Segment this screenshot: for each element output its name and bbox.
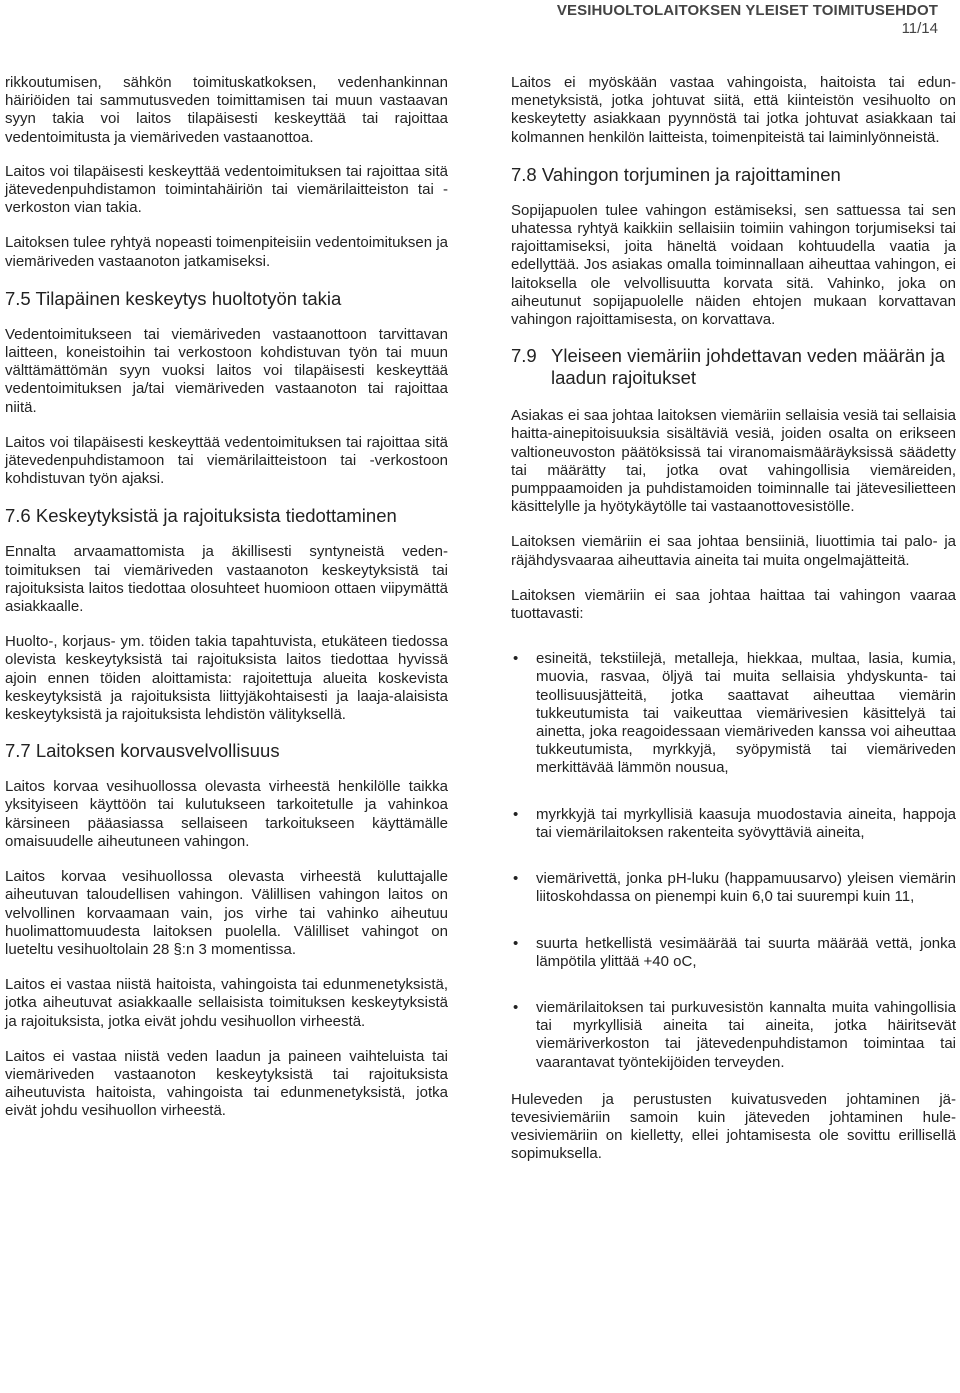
section-heading-7-7: 7.7 Laitoksen korvausvelvollisuus: [5, 740, 280, 762]
bullet-list: [511, 650, 956, 1071]
list-item: [511, 999, 956, 1072]
list-item-text: esineitä, tekstiilejä, metalleja, hiekkaa, multaa, lasia, kumia, muovia, rasvaa, öljyä tai muita sellaisia yhdyskunta- tai teollisuusjätteitä, jotka saattavat aiheuttaa viemärin tukkeutumista tai vaikeuttaa viemärivesien käsittelyä tai ainetta, joka reagoidessaan viemäriveden kanssa voi aiheuttaa tukkeutumista, myrkkyjä, syöpymistä tai viemäriveden merkittävää lämmön nousua,: [536, 650, 956, 777]
paragraph: Huolto-, korjaus- ym. töiden takia tapahtuvista, etukäteen tiedossa olevista keskeytyksistä tai rajoituksista laitos tiedottaa hyvissä ajoin ennen töiden aloittamista: rajoitettuja alueita koskevista keskeytyksistä ja rajoituksista liittyjäkohtaisesti ja laaja-alaisista keskeytyksistä ja rajoituksista lehdistön välityksellä.: [5, 633, 448, 724]
section-heading-7-9: [511, 345, 956, 389]
section-number: 7.9: [511, 345, 537, 367]
paragraph: Huleveden ja perustusten kuivatusveden johtaminen jätevesiviemäriin samoin kuin jäteveden johtaminen hulevesiviemäriin on kielletty, ellei johtamisesta ole sovittu erillisellä sopimuksella.: [511, 1090, 956, 1163]
bullet-icon: •: [513, 805, 519, 823]
bullet-icon: •: [513, 650, 519, 668]
list-item: [511, 650, 956, 777]
paragraph: Asiakas ei saa johtaa laitoksen viemäriin sellaisia vesiä tai sellaisia haitta-ainepitoisuuksia sisältäviä vesiä, joiden osalta on erikseen valtioneuvoston päätöksissä tai viranomaismääräyksissä säädetty tai määrätty tai, jotka ovat vahingollisia viemäreiden, pumppaamoiden ja puhdistamoiden toiminnalle tai jätevesilietteen käsittelylle ja hyötykäytölle tai vastaanottovesistölle.: [511, 407, 956, 516]
list-item-text: suurta hetkellistä vesimäärää tai suurta määrää vettä, jonka lämpötila ylittää +40 oC,: [536, 934, 956, 970]
paragraph: Laitos ei myöskään vastaa vahingoista, haitoista tai edunmenetyksistä, jotka johtuvat siitä, että kiinteistön vesihuolto on keskeytetty asiakkaan pyynnöstä tai jotka johtuvat asiakkaan tai kolmannen henkilön laitteista, toimenpiteistä tai laiminlyönneistä.: [511, 74, 956, 146]
paragraph: Sopijapuolen tulee vahingon estämiseksi, sen sattuessa tai sen uhatessa ryhtyä kaikkiin sellaisiin toimiin vahingon torjumiseksi tai rajoittamiseksi, joita häneltä voidaan kohtuudella vaatia ja edellyttää. Jos asiakas omalla toiminnallaan aiheuttaa vahingon, ei laitoksella ole velvollisuutta korvata sitä. Vahinko, joka on aiheutunut sopijapuolelle näiden ehtojen mukaan korvattavan vahingon rajoittamisesta, on korvattava.: [511, 201, 956, 329]
paragraph: Ennalta arvaamattomista ja äkillisesti syntyneistä vedentoimituksen tai viemäriveden vastaanoton keskeytyksistä tai rajoituksista laitos tiedottaa olosuhteet huomioon ottaen viipymättä asiakkaalle.: [5, 543, 448, 616]
running-header-title: VESIHUOLTOLAITOKSEN YLEISET TOIMITUSEHDOT: [556, 2, 938, 19]
paragraph: Laitos voi tilapäisesti keskeyttää vedentoimituksen tai rajoittaa sitä jätevedenpuhdistamon toimintahäiriön tai viemärilaitteiston tai -verkoston vian takia.: [5, 162, 448, 217]
paragraph: Laitoksen viemäriin ei saa johtaa haittaa tai vahingon vaaraa tuottavasti:: [511, 586, 956, 623]
section-heading-7-8: 7.8 Vahingon torjuminen ja rajoittaminen: [511, 163, 841, 185]
list-item-text: viemärilaitoksen tai purkuvesistön kannalta muita vahingollisia tai myrkyllisiä aineita tai aineita, jotka häiritsevät viemäriverkoston tai jätevedenpuhdistamon toimintaa tai vaarantavat työntekijöiden terveyden.: [536, 998, 956, 1071]
paragraph: Laitos ei vastaa niistä haitoista, vahingoista tai edunmenetyksistä, jotka aiheutuvat asiakkaalle sellaisista toimituksen keskeytyksistä ja rajoituksista, jotka eivät johdu vesihuollon virheestä.: [5, 976, 448, 1030]
paragraph: Vedentoimitukseen tai viemäriveden vastaanottoon tarvittavan laitteen, koneistoihin tai verkostoon kohdistuvan työn tai muun välttämättömän syyn vuoksi laitos voi tilapäisesti keskeyttää vedentoimituksen ja/tai viemäriveden vastaanoton tai rajoittaa niitä.: [5, 325, 448, 416]
paragraph: Laitos korvaa vesihuollossa olevasta virheestä henkilölle taikka yksityiseen käyttöön tai kulutukseen tarkoitetulle ja vahinkoa kärsineen pääasiassa sellaiseen tarkoitukseen käyttämälle omaisuudelle aiheutuneen vahingon.: [5, 778, 448, 850]
bullet-icon: •: [513, 934, 519, 952]
section-heading-7-6: 7.6 Keskeytyksistä ja rajoituksista tiedottaminen: [5, 505, 397, 527]
section-heading-7-5: 7.5 Tilapäinen keskeytys huoltotyön takia: [5, 287, 342, 309]
list-item-text: myrkkyjä tai myrkyllisiä kaasuja muodostavia aineita, happoja tai viemärilaitoksen rakenteita syövyttäviä aineita,: [536, 805, 956, 841]
paragraph: Laitoksen tulee ryhtyä nopeasti toimenpiteisiin vedentoimituksen ja viemäriveden vastaanoton jatkamiseksi.: [5, 234, 448, 270]
list-item: [511, 806, 956, 842]
page-number: 11/14: [901, 20, 938, 37]
list-item-text: viemärivettä, jonka pH-luku (happamuusarvo) yleisen viemärin liitoskohdassa on pienempi kuin 6,0 tai suurempi kuin 11,: [536, 870, 956, 906]
paragraph: Laitos voi tilapäisesti keskeyttää vedentoimituksen tai rajoittaa sitä jätevedenpuhdistamoon tai viemärilaitteistoon tai -verkostoon kohdistuvan työn ajaksi.: [5, 433, 448, 488]
section-title: Yleiseen viemäriin johdettavan veden määrän ja laadun rajoitukset: [551, 345, 945, 389]
bullet-icon: •: [513, 870, 519, 888]
paragraph: rikkoutumisen, sähkön toimituskatkoksen, vedenhankinnan häiriöiden tai sammutusveden toimittamisen tai muun vastaavan syyn takia voi laitos tilapäisesti keskeyttää tai rajoittaa vedentoimitusta ja viemäriveden vastaanottoa.: [5, 74, 448, 146]
list-item: [511, 935, 956, 971]
right-column: [511, 74, 956, 1164]
list-item: [511, 870, 956, 906]
paragraph: Laitoksen viemäriin ei saa johtaa bensiiniä, liuottimia tai palo- ja räjähdysvaaraa aiheuttavia aineita tai muita ongelmajätteitä.: [511, 533, 956, 569]
left-column: [5, 74, 448, 1121]
bullet-icon: •: [513, 998, 519, 1016]
paragraph: Laitos korvaa vesihuollossa olevasta virheestä kuluttajalle aiheutuvan taloudellisen vahingon. Välillisen vahingon laitos on velvollinen korvaamaan vain, jos virhe tai vahinko aiheutuu huolimattomuudesta laitoksen puolella. Välilliset vahingot on lueteltu vesihuoltolain 28 §:n 3 momentissa.: [5, 868, 448, 958]
paragraph: Laitos ei vastaa niistä veden laadun ja paineen vaihteluista tai viemäriveden vastaanoton keskeytyksistä tai rajoituksista aiheutuvista haitoista, vahingoista tai edunmenetyksistä, jotka eivät johdu vesihuollon virheestä.: [5, 1047, 448, 1120]
